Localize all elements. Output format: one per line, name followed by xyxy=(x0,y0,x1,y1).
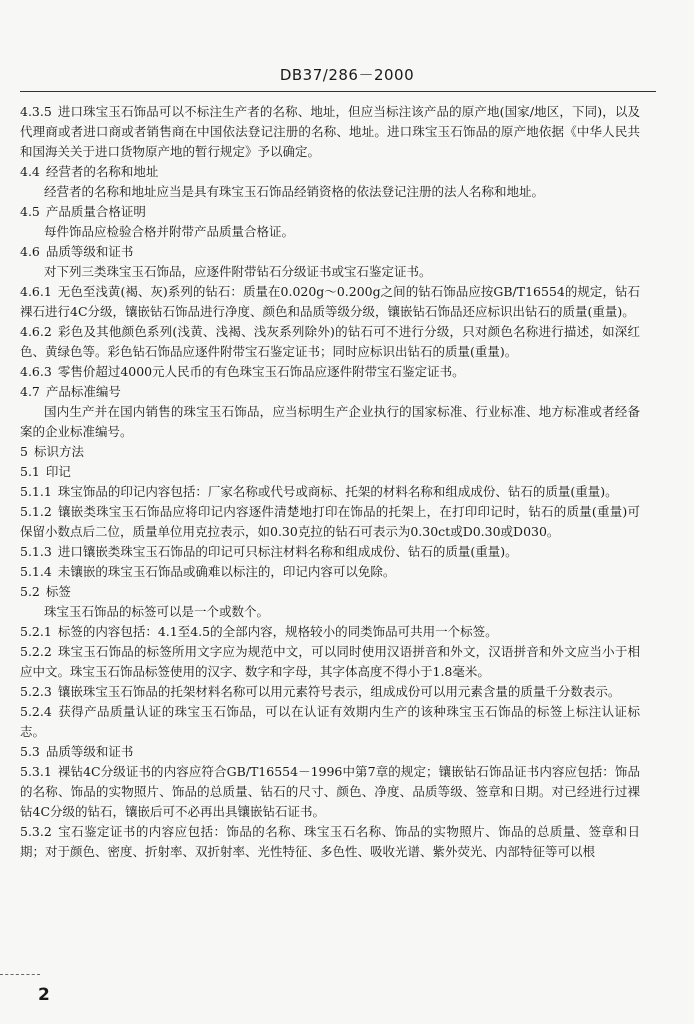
paragraph-text: 裸钻4C分级证书的内容应符合GB/T16554－1996中第7章的规定；镶嵌钻石饰品证书内容应包括：饰品的名称、饰品的实物照片、饰品的总质量、钻石的尺寸、颜色、净度、品质等级、签章和日期。对已经进行过裸钻4C分级的钻石，镶嵌后可不必再出具镶嵌钻石证书。 xyxy=(20,764,640,819)
paragraph-text: 国内生产并在国内销售的珠宝玉石饰品，应当标明生产企业执行的国家标准、行业标准、地方标准或者经备案的企业标准编号。 xyxy=(20,404,640,439)
paragraph xyxy=(20,102,640,162)
paragraph xyxy=(20,602,640,622)
paragraph-text: 彩色及其他颜色系列(浅黄、浅褐、浅灰系列除外)的钻石可不进行分级，只对颜色名称进行描述，如深红色、黄绿色等。彩色钻石饰品应逐件附带宝石鉴定证书；同时应标识出钻石的质量(重量)。 xyxy=(20,324,640,359)
paragraph-text: 镶嵌类珠宝玉石饰品应将印记内容逐件清楚地打印在饰品的托架上，在打印印记时，钻石的质量(重量)可保留小数点后二位，质量单位用克拉表示，如0.30克拉的钻石可表示为0.30ct或D0.30或D030。 xyxy=(20,504,640,539)
clause-number: 5.1 xyxy=(20,464,40,479)
paragraph-text: 珠宝饰品的印记内容包括：厂家名称或代号或商标、托架的材料名称和组成成份、钻石的质量(重量)。 xyxy=(57,484,618,499)
clause-number: 4.6.3 xyxy=(20,364,52,379)
header-rule xyxy=(20,91,656,92)
paragraph xyxy=(20,822,640,862)
paragraph-text: 珠宝玉石饰品的标签所用文字应为规范中文，可以同时使用汉语拼音和外文，汉语拼音和外文应当小于相应中文。珠宝玉石饰品标签使用的汉字、数字和字母，其字体高度不得小于1.8毫米。 xyxy=(20,644,640,679)
paragraph xyxy=(20,362,640,382)
paragraph-text: 每件饰品应检验合格并附带产品质量合格证。 xyxy=(44,224,295,239)
clause-number: 5.1.4 xyxy=(20,564,52,579)
clause-number: 5 xyxy=(20,444,28,459)
paragraph-text: 品质等级和证书 xyxy=(45,744,134,759)
paragraph-text: 经营者的名称和地址 xyxy=(45,164,159,179)
clause-number: 4.3.5 xyxy=(20,104,52,119)
clause-number: 5.3.1 xyxy=(20,764,52,779)
paragraph-text: 产品标准编号 xyxy=(45,384,121,399)
paragraph-text: 宝石鉴定证书的内容应包括：饰品的名称、珠宝玉石名称、饰品的实物照片、饰品的总质量、签章和日期；对于颜色、密度、折射率、双折射率、光性特征、多色性、吸收光谱、紫外荧光、内部特征等可以根 xyxy=(20,824,640,859)
clause-number: 5.3.2 xyxy=(20,824,52,839)
paragraph-text: 无色至浅黄(褐、灰)系列的钻石：质量在0.020g～0.200g之间的钻石饰品应按GB/T16554的规定，钻石裸石进行4C分级，镶嵌钻石饰品进行净度、颜色和品质等级分级，镶嵌钻石饰品还应标识出钻石的质量(重量)。 xyxy=(20,284,640,319)
paragraph xyxy=(20,442,640,462)
clause-number: 5.3 xyxy=(20,744,40,759)
paragraph xyxy=(20,322,640,362)
paragraph-text: 经营者的名称和地址应当是具有珠宝玉石饰品经销资格的依法登记注册的法人名称和地址。 xyxy=(44,184,545,199)
paragraph-text: 标识方法 xyxy=(33,444,84,459)
clause-number: 5.2.1 xyxy=(20,624,52,639)
paragraph xyxy=(20,382,640,402)
paragraph xyxy=(20,262,640,282)
paragraph xyxy=(20,222,640,242)
clause-number: 5.2.2 xyxy=(20,644,52,659)
paragraph-text: 对下列三类珠宝玉石饰品，应逐件附带钻石分级证书或宝石鉴定证书。 xyxy=(44,264,432,279)
clause-number: 5.1.1 xyxy=(20,484,52,499)
paragraph xyxy=(20,402,640,442)
paragraph-text: 进口珠宝玉石饰品可以不标注生产者的名称、地址，但应当标注该产品的原产地(国家/地区，下同)，以及代理商或者进口商或者销售商在中国依法登记注册的名称、地址。进口珠宝玉石饰品的原产地依据《中华人民共和国海关关于进口货物原产地的暂行规定》予以确定。 xyxy=(20,104,640,159)
paragraph-text: 标签 xyxy=(45,584,71,599)
clause-number: 5.2 xyxy=(20,584,40,599)
paragraph xyxy=(20,162,640,182)
page-number: 2 xyxy=(38,985,50,1005)
paragraph xyxy=(20,502,640,542)
standard-code-header: DB37/286－2000 xyxy=(279,66,415,84)
body-text xyxy=(20,102,640,862)
paragraph xyxy=(20,542,640,562)
paragraph xyxy=(20,562,640,582)
clause-number: 4.5 xyxy=(20,204,40,219)
clause-number: 5.2.4 xyxy=(20,704,52,719)
paragraph-text: 产品质量合格证明 xyxy=(45,204,146,219)
paragraph-text: 进口镶嵌类珠宝玉石饰品的印记可只标注材料名称和组成成份、钻石的质量(重量)。 xyxy=(57,544,518,559)
footer-dash-line xyxy=(0,974,40,976)
paragraph-text: 标签的内容包括：4.1至4.5的全部内容，规格较小的同类饰品可共用一个标签。 xyxy=(57,624,498,639)
clause-number: 5.2.3 xyxy=(20,684,52,699)
paragraph xyxy=(20,762,640,822)
clause-number: 5.1.2 xyxy=(20,504,52,519)
paragraph-text: 镶嵌珠宝玉石饰品的托架材料名称可以用元素符号表示，组成成份可以用元素含量的质量千分数表示。 xyxy=(57,684,621,699)
paragraph-text: 获得产品质量认证的珠宝玉石饰品，可以在认证有效期内生产的该种珠宝玉石饰品的标签上标注认证标志。 xyxy=(20,704,640,739)
paragraph-text: 品质等级和证书 xyxy=(45,244,134,259)
paragraph xyxy=(20,462,640,482)
clause-number: 4.6.1 xyxy=(20,284,52,299)
clause-number: 4.6.2 xyxy=(20,324,52,339)
paragraph xyxy=(20,702,640,742)
paragraph xyxy=(20,622,640,642)
clause-number: 4.4 xyxy=(20,164,40,179)
clause-number: 5.1.3 xyxy=(20,544,52,559)
paragraph-text: 未镶嵌的珠宝玉石饰品或确难以标注的，印记内容可以免除。 xyxy=(57,564,396,579)
paragraph xyxy=(20,742,640,762)
paragraph xyxy=(20,282,640,322)
paragraph xyxy=(20,642,640,682)
paragraph xyxy=(20,482,640,502)
clause-number: 4.6 xyxy=(20,244,40,259)
paragraph xyxy=(20,182,640,202)
paragraph-text: 零售价超过4000元人民币的有色珠宝玉石饰品应逐件附带宝石鉴定证书。 xyxy=(57,364,465,379)
clause-number: 4.7 xyxy=(20,384,40,399)
paragraph xyxy=(20,242,640,262)
paragraph-text: 印记 xyxy=(45,464,71,479)
paragraph xyxy=(20,682,640,702)
paragraph xyxy=(20,202,640,222)
paragraph-text: 珠宝玉石饰品的标签可以是一个或数个。 xyxy=(44,604,270,619)
paragraph xyxy=(20,582,640,602)
